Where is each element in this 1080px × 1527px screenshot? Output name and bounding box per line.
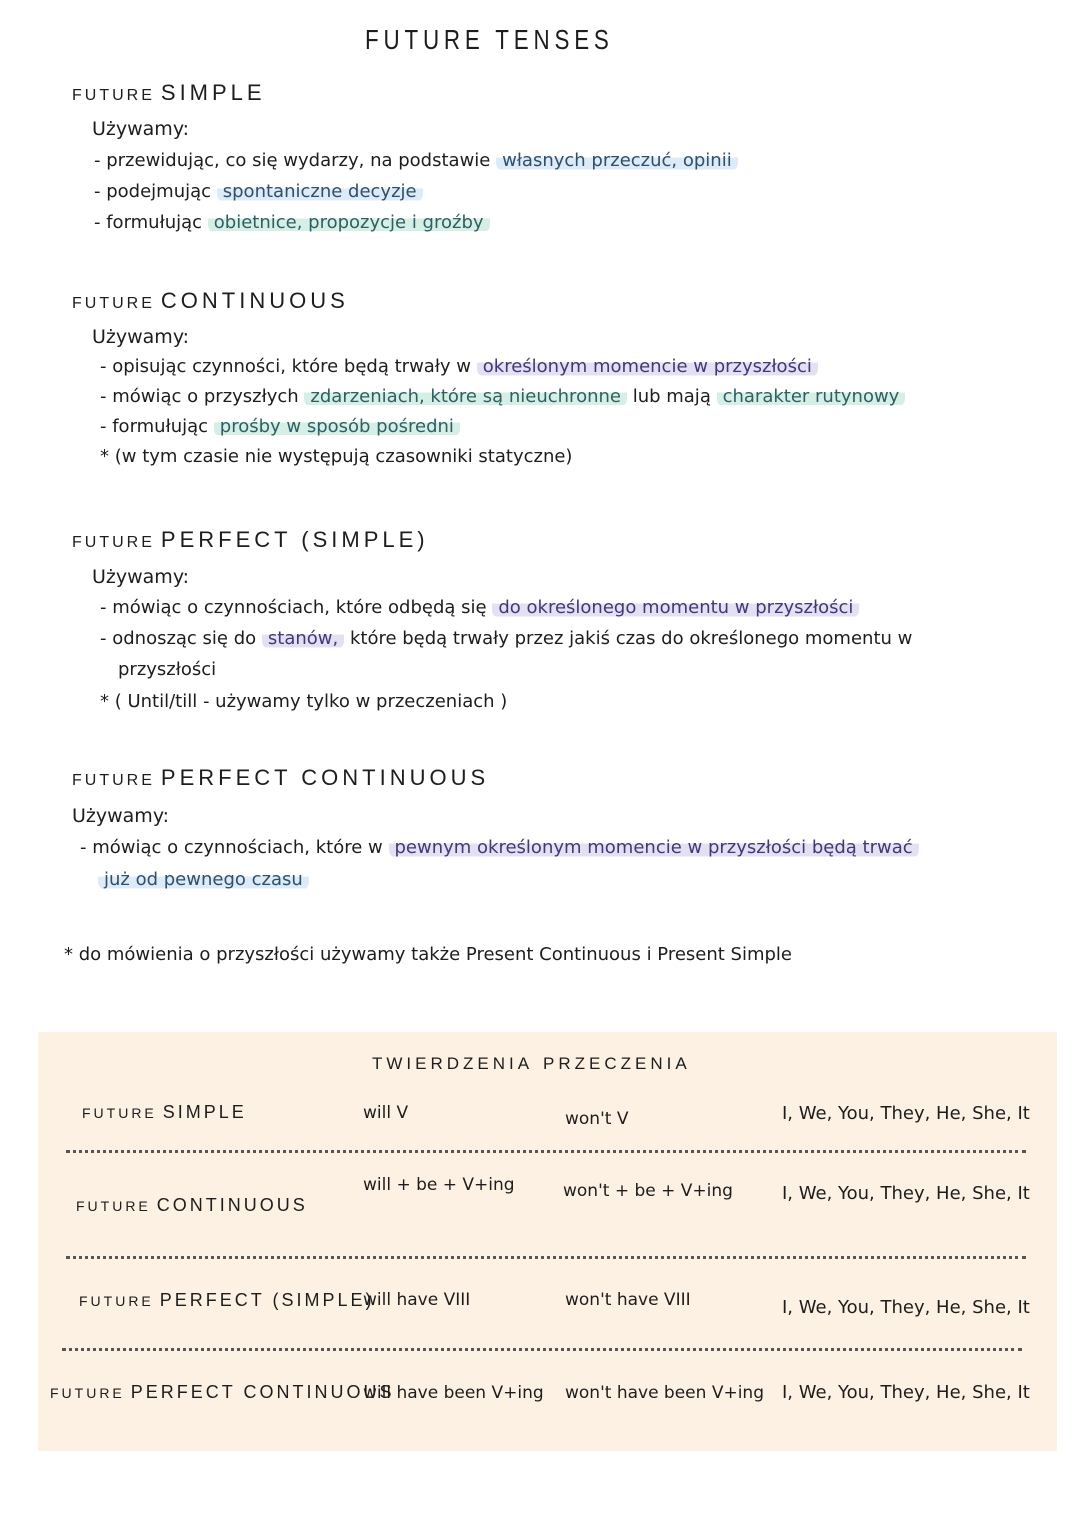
list-item xyxy=(100,691,507,712)
item-text: * ( Until/till - używamy tylko w przeczeniach ) xyxy=(100,691,508,712)
heading-big: SIMPLE xyxy=(160,80,266,105)
tense-small: FUTURE xyxy=(50,1385,125,1401)
highlight: pewnym określonym momencie w przyszłości będą trwać xyxy=(389,837,919,858)
row-divider xyxy=(66,1256,1026,1259)
table-cell-pronouns: I, We, You, They, He, She, It xyxy=(782,1183,1030,1204)
list-item xyxy=(94,212,490,233)
list-item xyxy=(100,597,859,618)
tense-big: SIMPLE xyxy=(162,1102,247,1122)
uses-label: Używamy: xyxy=(92,566,190,588)
column-header-negative: PRZECZENIA xyxy=(543,1054,691,1073)
list-item xyxy=(118,659,216,680)
table-cell-pronouns: I, We, You, They, He, She, It xyxy=(782,1297,1030,1318)
list-item xyxy=(98,869,309,890)
item-text: - mówiąc o czynnościach, które w xyxy=(80,837,389,858)
table-cell-negative: won't have been V+ing xyxy=(565,1383,764,1403)
highlight: obietnice, propozycje i groźby xyxy=(208,212,490,233)
highlight: do określonego momentu w przyszłości xyxy=(492,597,859,618)
table-cell-pronouns: I, We, You, They, He, She, It xyxy=(782,1103,1030,1124)
list-item xyxy=(100,446,572,467)
page-title: FUTURE TENSES xyxy=(365,24,614,55)
heading-big: PERFECT CONTINUOUS xyxy=(160,765,490,790)
list-item xyxy=(100,628,912,649)
row-divider xyxy=(66,1150,1026,1153)
list-item xyxy=(94,150,738,171)
list-item xyxy=(100,356,818,377)
tense-small: FUTURE xyxy=(76,1198,151,1214)
uses-label: Używamy: xyxy=(72,805,170,827)
highlight: charakter rutynowy xyxy=(717,386,906,407)
tense-big: PERFECT (SIMPLE) xyxy=(159,1290,375,1310)
heading-big: CONTINUOUS xyxy=(160,288,349,313)
table-cell-negative: won't V xyxy=(565,1109,629,1129)
heading-small: FUTURE xyxy=(72,534,155,551)
item-text: przyszłości xyxy=(118,659,217,680)
list-item xyxy=(94,181,423,202)
highlight: prośby w sposób pośredni xyxy=(214,416,460,437)
heading-future-simple xyxy=(72,80,266,106)
table-cell-pronouns: I, We, You, They, He, She, It xyxy=(782,1382,1030,1403)
table-cell-affirmative: will have VIII xyxy=(363,1290,471,1310)
highlight: spontaniczne decyzje xyxy=(217,181,423,202)
item-text: - przewidując, co się wydarzy, na podstawie xyxy=(94,150,497,171)
footnote: * do mówienia o przyszłości używamy także Present Continuous i Present Simple xyxy=(64,944,793,965)
table-row-tense xyxy=(76,1195,308,1216)
list-item xyxy=(100,386,905,407)
heading-future-perfect-continuous xyxy=(72,765,489,791)
heading-small: FUTURE xyxy=(72,772,155,789)
item-text: - podejmując xyxy=(94,181,217,202)
uses-label: Używamy: xyxy=(92,118,190,140)
heading-future-continuous xyxy=(72,288,349,314)
tense-big: PERFECT CONTINUOUS xyxy=(130,1382,395,1402)
tense-big: CONTINUOUS xyxy=(156,1195,308,1215)
table-cell-affirmative: will have been V+ing xyxy=(363,1383,544,1403)
item-text: - mówiąc o przyszłych xyxy=(100,386,305,407)
heading-future-perfect xyxy=(72,527,429,553)
uses-label: Używamy: xyxy=(92,326,190,348)
item-text: które będą trwały przez jakiś czas do określonego momentu w xyxy=(344,628,913,649)
heading-small: FUTURE xyxy=(72,295,155,312)
item-text: - formułując xyxy=(100,416,214,437)
highlight: już od pewnego czasu xyxy=(98,869,309,890)
item-text: * (w tym czasie nie występują czasowniki statyczne) xyxy=(100,446,573,467)
highlight: stanów, xyxy=(262,628,344,649)
table-cell-negative: won't have VIII xyxy=(565,1290,691,1310)
item-text: - opisując czynności, które będą trwały w xyxy=(100,356,477,377)
table-cell-affirmative: will V xyxy=(363,1103,409,1123)
item-text: - odnosząc się do xyxy=(100,628,262,649)
item-text: - mówiąc o czynnościach, które odbędą się xyxy=(100,597,493,618)
row-divider xyxy=(62,1348,1022,1351)
highlight: zdarzeniach, które są nieuchronne xyxy=(304,386,627,407)
heading-big: PERFECT (SIMPLE) xyxy=(160,527,429,552)
table-cell-affirmative: will + be + V+ing xyxy=(363,1175,515,1195)
table-row-tense xyxy=(79,1290,374,1311)
table-row-tense xyxy=(50,1382,394,1403)
table-cell-negative: won't + be + V+ing xyxy=(563,1181,733,1201)
highlight: własnych przeczuć, opinii xyxy=(496,150,738,171)
tense-small: FUTURE xyxy=(79,1293,154,1309)
list-item xyxy=(100,416,460,437)
item-text: - formułując xyxy=(94,212,208,233)
highlight: określonym momencie w przyszłości xyxy=(477,356,818,377)
tense-small: FUTURE xyxy=(82,1105,157,1121)
table-row-tense xyxy=(82,1102,247,1123)
item-text: lub mają xyxy=(626,386,717,407)
heading-small: FUTURE xyxy=(72,87,155,104)
column-header-affirmative: TWIERDZENIA xyxy=(372,1054,534,1073)
list-item xyxy=(80,837,919,858)
